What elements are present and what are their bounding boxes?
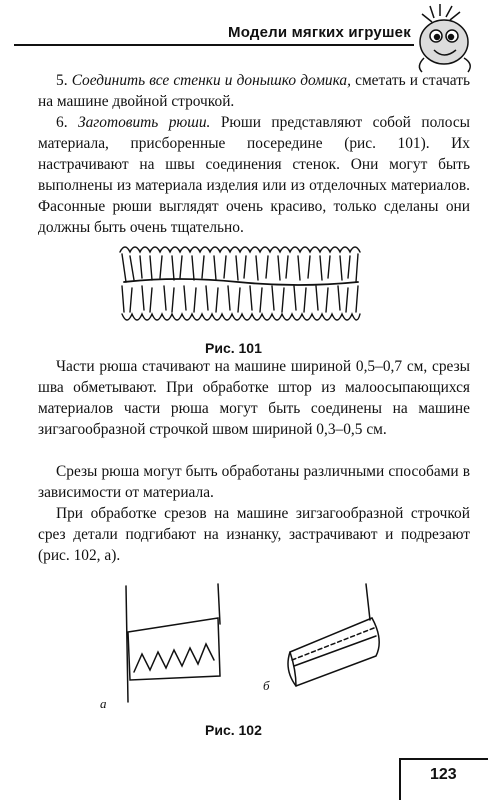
running-header-title: Модели мягких игрушек <box>228 24 411 41</box>
ruffle-illustration <box>118 240 368 335</box>
toy-mascot-icon <box>410 4 484 74</box>
zigzag-edge-illustration <box>114 580 224 710</box>
header-rule <box>14 44 414 46</box>
paragraph-step-5 <box>38 70 470 112</box>
footer-vertical-rule <box>399 758 401 800</box>
figure-102-label-b: б <box>263 678 270 693</box>
seam-text: Части рюша стачивают на машине шириной 0,5–0,7 см, срезы шва обметывают. При обработке штор из малоосыпающихся материалов части рюша могут быть соединены на машине зигзагообразной строчкой швом шириной 0,3–0,5 см. <box>38 358 470 438</box>
paragraph-seam <box>38 356 470 440</box>
folded-edge-illustration <box>276 580 396 700</box>
figure-101-caption: Рис. 101 <box>205 340 262 356</box>
figure-102-caption: Рис. 102 <box>205 722 262 738</box>
step-6-number: 6. <box>56 114 68 131</box>
edges-text: Срезы рюша могут быть обработаны различными способами в зависимости от материала. <box>38 463 470 501</box>
step-6-text: Рюши представляют собой полосы материала, присборенные посередине (рис. 101). Их настрачивают на швы соединения стенок. Они могут быть выполнены из материала изделия или из отделочных материалов. Фасонные рюши выглядят очень красиво, только сделаны они должны быть очень тщательно. <box>38 114 470 236</box>
paragraph-edges <box>38 461 470 503</box>
step-6-heading: Заготовить рюши. <box>77 114 211 131</box>
paragraph-zigzag <box>38 503 470 566</box>
page-number: 123 <box>430 766 457 783</box>
figure-102-label-a: а <box>100 696 107 711</box>
step-5-number: 5. <box>56 72 68 89</box>
footer-horizontal-rule <box>399 758 488 760</box>
step-5-heading: Соединить все стенки и донышко домика, <box>71 72 351 89</box>
step-5-text: сметать и стачать на машине двойной строчкой. <box>38 72 470 110</box>
paragraph-step-6 <box>38 112 470 238</box>
zigzag-text: При обработке срезов на машине зигзагообразной строчкой срез детали подгибают на изнанку, застрачивают и подрезают (рис. 102, а). <box>38 505 470 564</box>
